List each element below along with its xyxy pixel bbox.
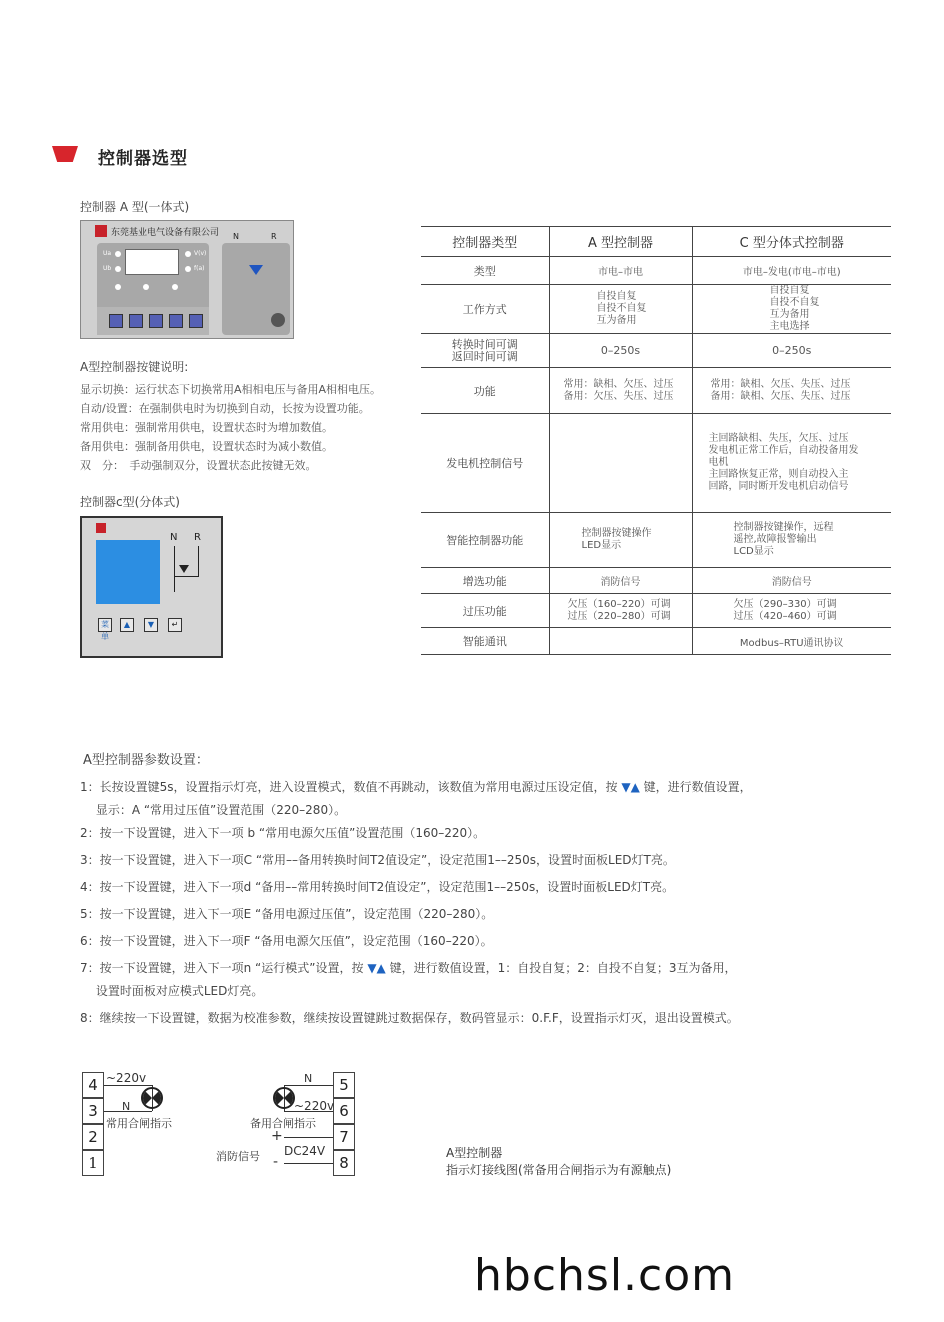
ua-label: Ua — [103, 250, 112, 257]
terminal-3: 3 — [82, 1098, 104, 1124]
led-v — [185, 251, 191, 257]
brand-logo-icon — [96, 523, 106, 533]
website-url: hbchsl.com — [474, 1250, 736, 1301]
up-button[interactable]: ▲ — [120, 618, 134, 632]
transfer-arrow-icon — [179, 565, 189, 573]
r-line — [198, 546, 199, 576]
table-cell: 类型 — [421, 257, 549, 285]
v-label: V(v) — [194, 250, 207, 257]
table-cell: 市电–市电 — [549, 257, 692, 285]
step-text: 键，进行数值设置， — [639, 780, 752, 794]
table-row — [421, 414, 891, 513]
table-cell: 过压功能 — [421, 594, 549, 628]
backup-indicator-lamp-icon — [273, 1087, 295, 1109]
table-cell: 常用：缺相、欠压、过压 备用：欠压、失压、过压 — [549, 368, 692, 414]
n-line — [174, 546, 175, 592]
step-text: 3：按一下设置键，进入下一项C “常用––备用转换时间T2值设定”，设定范围1––250s，设置时面板LED灯T亮。 — [80, 853, 675, 867]
param-step — [80, 801, 346, 818]
table-cell — [549, 414, 692, 513]
terminal-5: 5 — [333, 1072, 355, 1098]
terminal-8: 8 — [333, 1150, 355, 1176]
table-header-cell: A 型控制器 — [549, 227, 692, 257]
auto-set-button[interactable] — [129, 314, 143, 328]
r-label: R — [271, 232, 277, 241]
n-left: N — [122, 1100, 131, 1113]
transfer-arrow-icon — [249, 265, 263, 275]
led-1 — [115, 284, 121, 290]
table-cell: 消防信号 — [692, 568, 891, 594]
section-title: 控制器选型 — [98, 149, 188, 169]
wiring-caption-desc: 指示灯接线图(常备用合闸指示为有源触点) — [446, 1163, 672, 1177]
step-text: 键，进行数值设置，1：自投自复；2：自投不自复；3互为备用， — [385, 961, 737, 975]
terminal-2: 2 — [82, 1124, 104, 1150]
key-desc-item: 自动/设置：在强制供电时为切换到自动，长按为设置功能。 — [80, 402, 370, 415]
keys-list — [80, 380, 381, 475]
spec-table — [421, 226, 891, 655]
table-cell: 主回路缺相、失压，欠压、过压 发电机正常工作后，自动投备用发 电机 主回路恢复正常，则自动投入主 回路，同时断开发电机启动信号 — [692, 414, 891, 513]
terminal-6: 6 — [333, 1098, 355, 1124]
terminal-1: 1 — [82, 1150, 104, 1176]
ub-label: Ub — [103, 265, 112, 272]
table-cell: 市电–发电(市电–市电) — [692, 257, 891, 285]
controller-c-panel — [80, 516, 223, 658]
param-step — [80, 778, 752, 795]
table-row — [421, 568, 891, 594]
step-text: 7：按一下设置键，进入下一项n “运行模式”设置，按 — [80, 961, 368, 975]
key-desc-item: 显示切换：运行状态下切换常用A相相电压与备用A相相电压。 — [80, 383, 382, 396]
led-2 — [143, 284, 149, 290]
wire-5 — [284, 1085, 333, 1086]
param-step — [80, 959, 737, 976]
table-row — [421, 368, 891, 414]
table-row — [421, 628, 891, 655]
tie-line — [174, 576, 199, 577]
backup-supply-button[interactable] — [169, 314, 183, 328]
table-cell: 功能 — [421, 368, 549, 414]
param-step — [80, 932, 493, 949]
down-button[interactable]: ▼ — [144, 618, 158, 632]
terminal-7: 7 — [333, 1124, 355, 1150]
keys-title: A型控制器按键说明: — [80, 360, 189, 374]
controller-a-panel — [80, 220, 294, 339]
enter-button[interactable]: ↵ — [168, 618, 182, 632]
f-label: f(a) — [194, 265, 205, 272]
step-text: 8：继续按一下设置键，数据为校准参数，继续按设置键跳过数据保存，数码管显示：0.F.F，设置指示灯灭，退出设置模式。 — [80, 1011, 739, 1025]
step-text: 显示：A “常用过压值”设置范围（220–280）。 — [80, 803, 347, 817]
table-cell: 增选功能 — [421, 568, 549, 594]
table-cell: 常用：缺相、欠压、失压、过压 备用：缺相、欠压、失压、过压 — [692, 368, 891, 414]
table-row — [421, 513, 891, 568]
r-label: R — [194, 532, 201, 543]
step-text: 6：按一下设置键，进入下一项F “备用电源欠压值”，设定范围（160–220）。 — [80, 934, 493, 948]
table-cell: 控制器按键操作，远程 遥控,故障报警输出 LCD显示 — [692, 513, 891, 568]
ctrl-a-label: 控制器 A 型(一体式) — [80, 200, 190, 214]
up-down-arrow-icon: ▼▲ — [621, 780, 640, 794]
table-cell: 0–250s — [549, 334, 692, 368]
normal-supply-button[interactable] — [149, 314, 163, 328]
table-cell: Modbus–RTU通讯协议 — [692, 628, 891, 655]
key-desc-item: 备用供电：强制备用供电，设置状态时为减小数值。 — [80, 440, 333, 453]
led-3 — [172, 284, 178, 290]
comm-port-icon — [271, 313, 285, 327]
param-step — [80, 905, 493, 922]
plus-sign: + — [271, 1128, 283, 1144]
table-cell: 智能控制器功能 — [421, 513, 549, 568]
minus-sign: - — [273, 1154, 279, 1170]
table-row — [421, 285, 891, 334]
wire-7 — [284, 1137, 333, 1138]
led-ub — [115, 266, 121, 272]
key-desc-item: 双 分： 手动强制双分，设置状态此按键无效。 — [80, 459, 317, 472]
param-step — [80, 1009, 739, 1026]
double-off-button[interactable] — [189, 314, 203, 328]
normal-indicator-label: 常用合闸指示 — [106, 1117, 172, 1130]
step-text: 5：按一下设置键，进入下一项E “备用电源过压值”，设定范围（220–280）。 — [80, 907, 494, 921]
table-cell: 自投自复 自投不自复 互为备用 主电选择 — [692, 285, 891, 334]
up-down-arrow-icon: ▼▲ — [367, 961, 386, 975]
table-cell: 欠压（160–220）可调 过压（220–280）可调 — [549, 594, 692, 628]
n-label: N — [233, 232, 239, 241]
brand-logo-icon — [95, 225, 107, 237]
table-cell: 0–250s — [692, 334, 891, 368]
wire-8 — [284, 1163, 333, 1164]
n-label: N — [170, 532, 178, 543]
param-step — [80, 824, 485, 841]
fire-signal-label: 消防信号 — [216, 1150, 260, 1163]
table-cell: 欠压（290–330）可调 过压（420–460）可调 — [692, 594, 891, 628]
ctrl-c-label: 控制器c型(分体式) — [80, 495, 180, 509]
table-header-row — [421, 227, 891, 257]
dc24v-label: DC24V — [284, 1144, 326, 1158]
normal-indicator-lamp-icon — [141, 1087, 163, 1109]
table-row — [421, 594, 891, 628]
param-step — [80, 851, 675, 868]
table-cell: 工作方式 — [421, 285, 549, 334]
display-switch-button[interactable] — [109, 314, 123, 328]
panel-a-screen — [125, 249, 179, 275]
wiring-caption-title: A型控制器 — [446, 1146, 503, 1160]
terminal-4: 4 — [82, 1072, 104, 1098]
param-step — [80, 878, 674, 895]
section-marker-icon — [52, 146, 78, 162]
v220-left: ~220v — [106, 1071, 147, 1085]
led-f — [185, 266, 191, 272]
table-header-cell: C 型分体式控制器 — [692, 227, 891, 257]
param-step — [80, 982, 263, 999]
table-cell: 自投自复 自投不自复 互为备用 — [549, 285, 692, 334]
table-row — [421, 334, 891, 368]
table-header-cell: 控制器类型 — [421, 227, 549, 257]
step-text: 2：按一下设置键，进入下一项 b “常用电源欠压值”设置范围（160–220）。 — [80, 826, 486, 840]
step-text: 1：长按设置键5s，设置指示灯亮，进入设置模式，数值不再跳动，该数值为常用电源过压设定值，按 — [80, 780, 622, 794]
step-text: 设置时面板对应模式LED灯亮。 — [80, 984, 264, 998]
table-cell: 转换时间可调 返回时间可调 — [421, 334, 549, 368]
table-cell — [549, 628, 692, 655]
table-cell: 发电机控制信号 — [421, 414, 549, 513]
menu-button[interactable]: 菜单 — [98, 618, 112, 632]
v220-right: ~220v — [294, 1099, 335, 1113]
wire-4 — [104, 1085, 152, 1086]
key-desc-item: 常用供电：强制常用供电，设置状态时为增加数值。 — [80, 421, 333, 434]
table-row — [421, 257, 891, 285]
table-cell: 控制器按键操作 LED显示 — [549, 513, 692, 568]
lcd-screen — [96, 540, 160, 604]
params-title: A型控制器参数设置： — [83, 753, 209, 768]
panel-company-name: 东莞基业电气设备有限公司 — [111, 228, 220, 238]
led-ua — [115, 251, 121, 257]
table-cell: 智能通讯 — [421, 628, 549, 655]
step-text: 4：按一下设置键，进入下一项d “备用––常用转换时间T2值设定”，设定范围1––250s，设置时面板LED灯T亮。 — [80, 880, 675, 894]
backup-indicator-label: 备用合闸指示 — [250, 1117, 316, 1130]
table-cell: 消防信号 — [549, 568, 692, 594]
n-right: N — [304, 1072, 313, 1085]
